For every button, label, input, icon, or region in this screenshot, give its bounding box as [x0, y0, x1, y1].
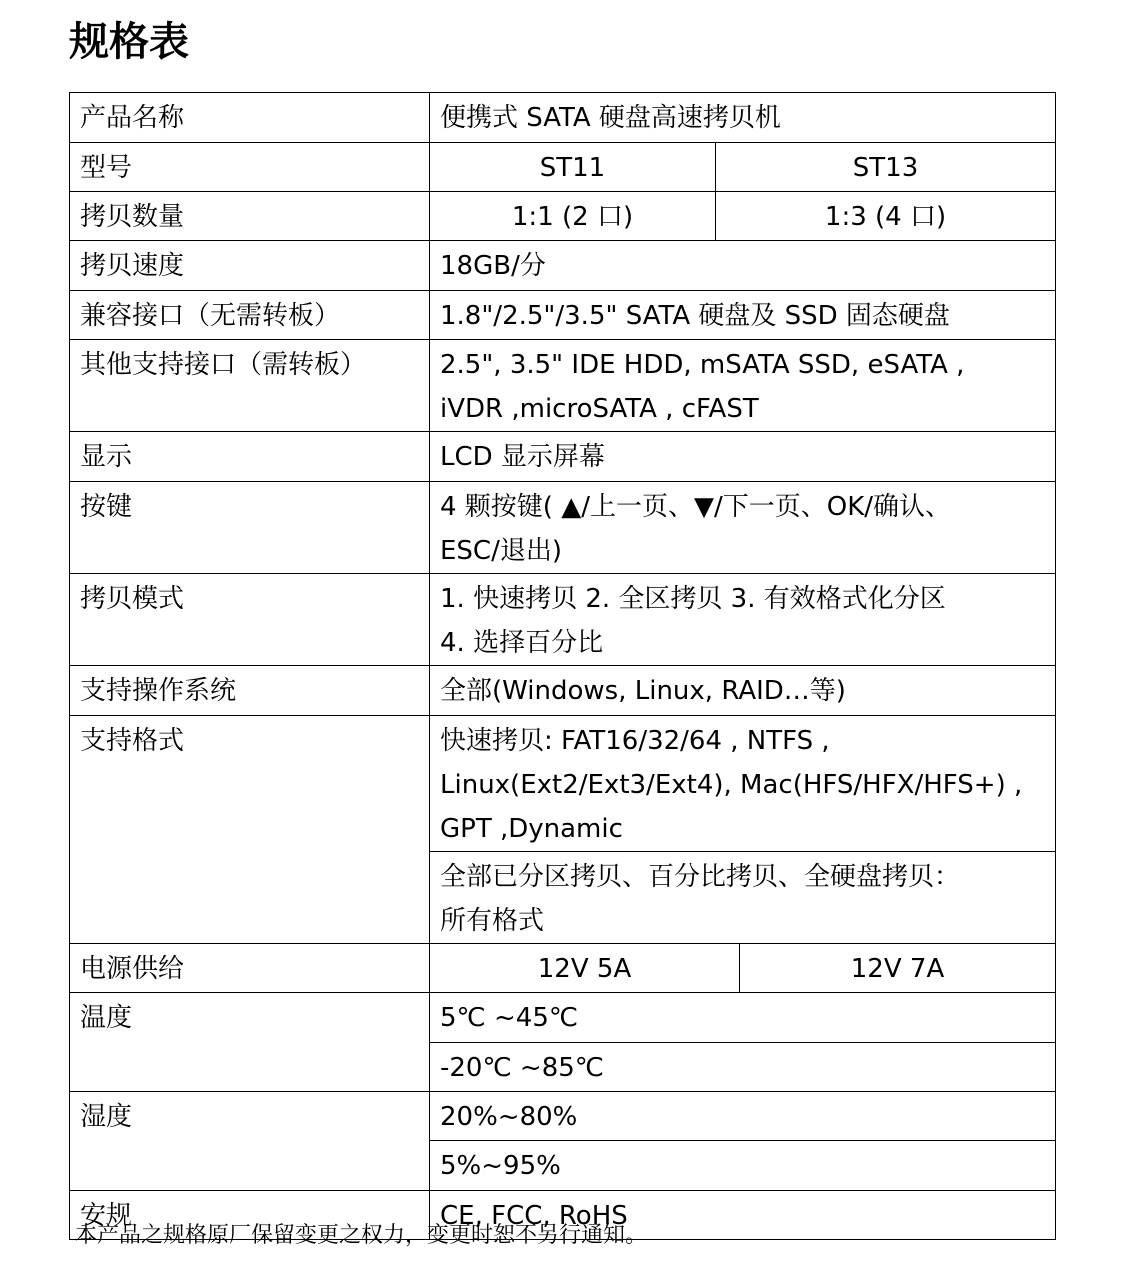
page-title: 规格表	[69, 19, 189, 65]
value-temperature-storage: -20℃ ~85℃	[430, 1043, 1056, 1092]
value-formats-quick-line2: Linux(Ext2/Ext3/Ext4), Mac(HFS/HFX/HFS+) ,	[440, 770, 1023, 800]
row-keys	[70, 482, 1056, 574]
value-other-interface-line2: iVDR ,microSATA , cFAST	[440, 394, 759, 424]
row-interface	[70, 291, 1056, 340]
label-display: 显示	[70, 432, 430, 482]
label-keys: 按键	[70, 482, 430, 574]
value-humidity-operating: 20%~80%	[430, 1092, 1056, 1141]
row-copy-speed	[70, 241, 1056, 291]
value-temperature-operating: 5℃ ~45℃	[430, 993, 1056, 1043]
value-copy-count-st11: 1:1 (2 口)	[430, 192, 716, 241]
value-model-st11: ST11	[430, 143, 716, 192]
row-product-name	[70, 93, 1056, 143]
row-formats-1	[70, 716, 1056, 852]
value-power-st13: 12V 7A	[740, 944, 1056, 993]
value-formats-quick-line3: GPT ,Dynamic	[440, 814, 623, 844]
row-os	[70, 666, 1056, 716]
value-copy-speed: 18GB/分	[430, 241, 1056, 291]
label-copy-speed: 拷贝速度	[70, 241, 430, 291]
label-humidity: 湿度	[70, 1092, 430, 1191]
label-temperature: 温度	[70, 993, 430, 1092]
row-power	[70, 944, 1056, 993]
value-power-st11: 12V 5A	[430, 944, 740, 993]
value-model-st13: ST13	[716, 143, 1056, 192]
value-copy-mode-line2: 4. 选择百分比	[440, 628, 604, 658]
label-model: 型号	[70, 143, 430, 192]
value-humidity-storage: 5%~95%	[430, 1141, 1056, 1191]
value-keys-line1: 4 颗按键( ▲/上一页、▼/下一页、OK/确认、	[440, 492, 951, 522]
label-copy-count: 拷贝数量	[70, 192, 430, 241]
label-product-name: 产品名称	[70, 93, 430, 143]
value-os: 全部(Windows, Linux, RAID…等)	[430, 666, 1056, 716]
row-copy-mode	[70, 574, 1056, 666]
footnote: 本产品之规格原厂保留变更之权力，变更时恕不另行通知。	[75, 1223, 648, 1248]
value-formats-full-line2: 所有格式	[440, 906, 545, 936]
value-product-name: 便携式 SATA 硬盘高速拷贝机	[430, 93, 1056, 143]
value-formats-quick-line1: 快速拷贝: FAT16/32/64 , NTFS ,	[440, 726, 830, 756]
value-safety: CE, FCC, RoHS	[430, 1191, 1056, 1240]
label-copy-mode: 拷贝模式	[70, 574, 430, 666]
value-copy-count-st13: 1:3 (4 口)	[716, 192, 1056, 241]
label-formats: 支持格式	[70, 716, 430, 944]
value-formats-full-line1: 全部已分区拷贝、百分比拷贝、全硬盘拷贝：	[440, 862, 961, 892]
row-humidity-1	[70, 1092, 1056, 1141]
value-keys-line2: ESC/退出)	[440, 536, 562, 566]
label-other-interface: 其他支持接口（需转板）	[70, 340, 430, 432]
spec-table	[69, 92, 1056, 1240]
value-copy-mode	[430, 574, 1056, 666]
value-formats-full	[430, 852, 1056, 944]
row-display	[70, 432, 1056, 482]
value-display: LCD 显示屏幕	[430, 432, 1056, 482]
value-other-interface	[430, 340, 1056, 432]
value-other-interface-line1: 2.5", 3.5" IDE HDD, mSATA SSD, eSATA ,	[440, 350, 965, 380]
value-interface: 1.8"/2.5"/3.5" SATA 硬盘及 SSD 固态硬盘	[430, 291, 1056, 340]
row-temperature-1	[70, 993, 1056, 1043]
value-copy-mode-line1: 1. 快速拷贝 2. 全区拷贝 3. 有效格式化分区	[440, 584, 946, 614]
value-formats-quick	[430, 716, 1056, 852]
row-other-interface	[70, 340, 1056, 432]
label-os: 支持操作系统	[70, 666, 430, 716]
label-interface: 兼容接口（无需转板）	[70, 291, 430, 340]
label-power: 电源供给	[70, 944, 430, 993]
value-keys	[430, 482, 1056, 574]
label-safety: 安规	[70, 1191, 430, 1240]
row-model	[70, 143, 1056, 192]
row-copy-count	[70, 192, 1056, 241]
